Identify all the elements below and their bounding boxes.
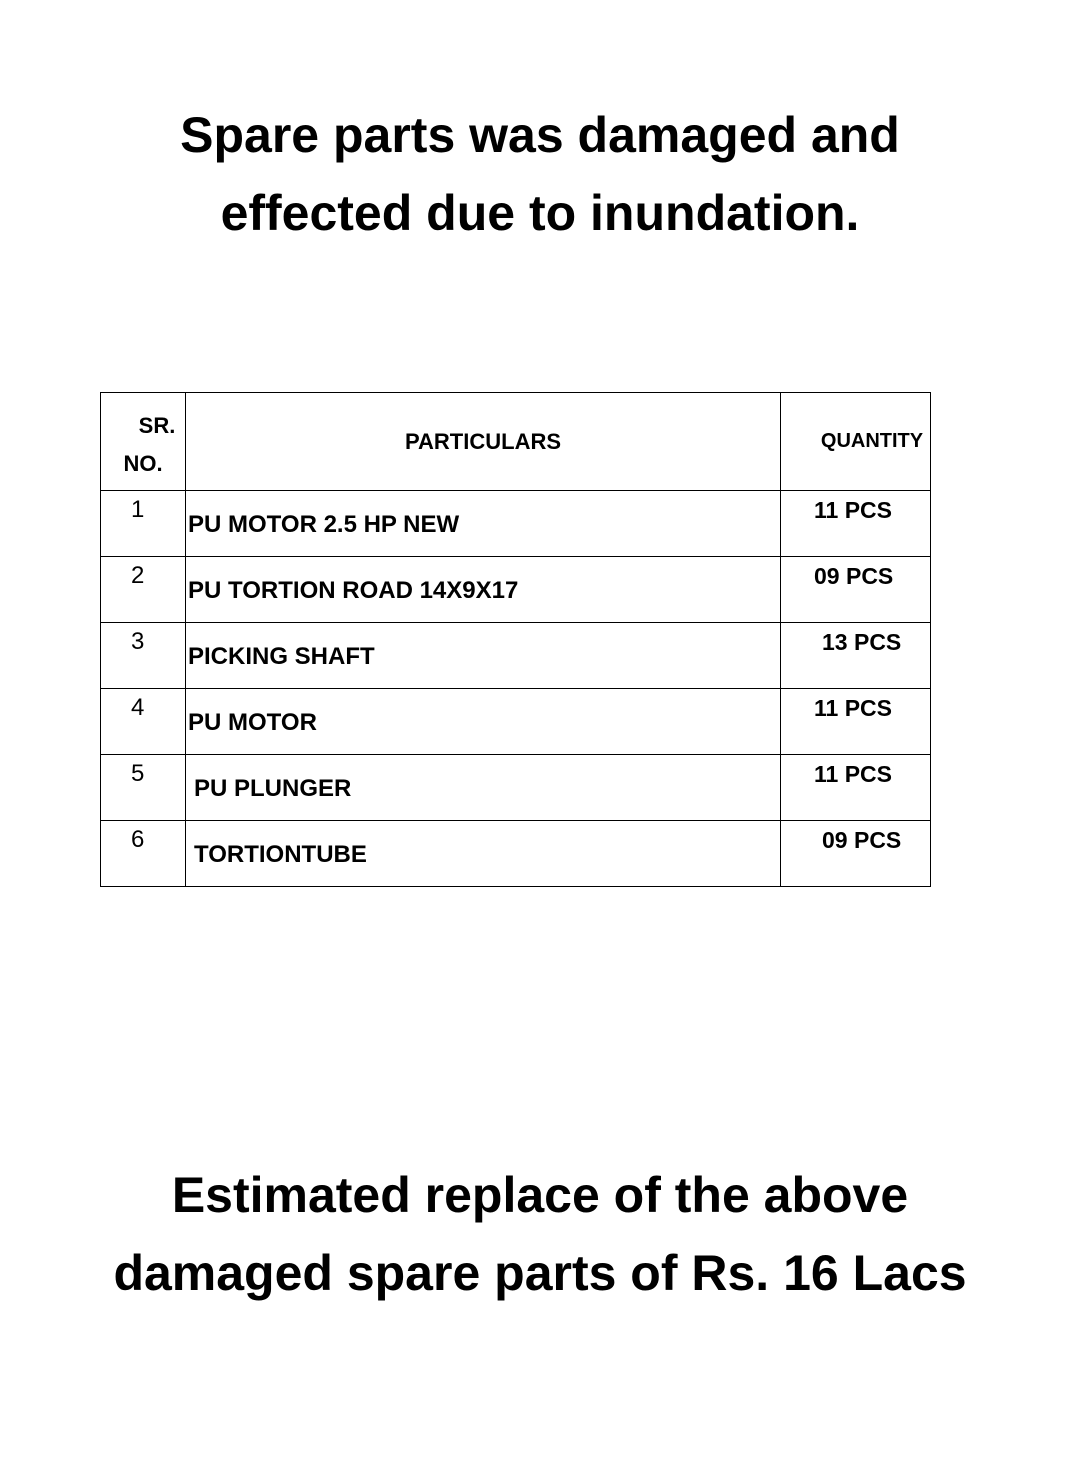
- row-particular: PICKING SHAFT: [188, 643, 375, 670]
- row-sr-no: 5: [131, 760, 145, 787]
- row-sr-no: 3: [131, 628, 145, 655]
- table-row: [101, 821, 931, 887]
- header-sr-line-2: NO.: [123, 451, 163, 476]
- title-line-1: Spare parts was damaged and: [180, 107, 900, 163]
- row-quantity: 11 PCS: [814, 695, 892, 721]
- row-quantity: 09 PCS: [814, 563, 894, 589]
- row-quantity: 11 PCS: [814, 761, 892, 787]
- row-sr-no: 6: [131, 826, 145, 853]
- header-particulars: [186, 393, 781, 491]
- header-sr-no: [101, 393, 186, 491]
- table-row: [101, 491, 931, 557]
- row-sr-no: 2: [131, 562, 145, 589]
- row-sr-no: 1: [131, 496, 145, 523]
- row-particular: PU MOTOR 2.5 HP NEW: [188, 511, 460, 538]
- page-title: [0, 96, 1080, 252]
- row-particular: TORTIONTUBE: [194, 841, 367, 868]
- table-header-row: [101, 393, 931, 491]
- spare-parts-table: [100, 392, 931, 887]
- row-particular: PU PLUNGER: [194, 775, 352, 802]
- header-quantity-label: QUANTITY: [820, 430, 924, 452]
- row-quantity: 13 PCS: [822, 629, 902, 655]
- header-quantity: [781, 393, 931, 491]
- row-particular: PU TORTION ROAD 14X9X17: [188, 577, 519, 604]
- title-line-2: effected due to inundation.: [220, 185, 860, 241]
- header-particulars-label: PARTICULARS: [404, 429, 562, 454]
- row-sr-no: 4: [131, 694, 145, 721]
- row-quantity: 11 PCS: [814, 497, 892, 523]
- row-particular: PU MOTOR: [188, 709, 317, 736]
- summary-line-2: damaged spare parts of Rs. 16 Lacs: [113, 1245, 967, 1301]
- table-row: [101, 557, 931, 623]
- header-sr-line-1: SR.: [138, 413, 176, 438]
- row-quantity: 09 PCS: [822, 827, 902, 853]
- summary-line-1: Estimated replace of the above: [171, 1167, 909, 1223]
- table-row: [101, 755, 931, 821]
- table-row: [101, 689, 931, 755]
- estimate-summary: [0, 1156, 1080, 1312]
- table-row: [101, 623, 931, 689]
